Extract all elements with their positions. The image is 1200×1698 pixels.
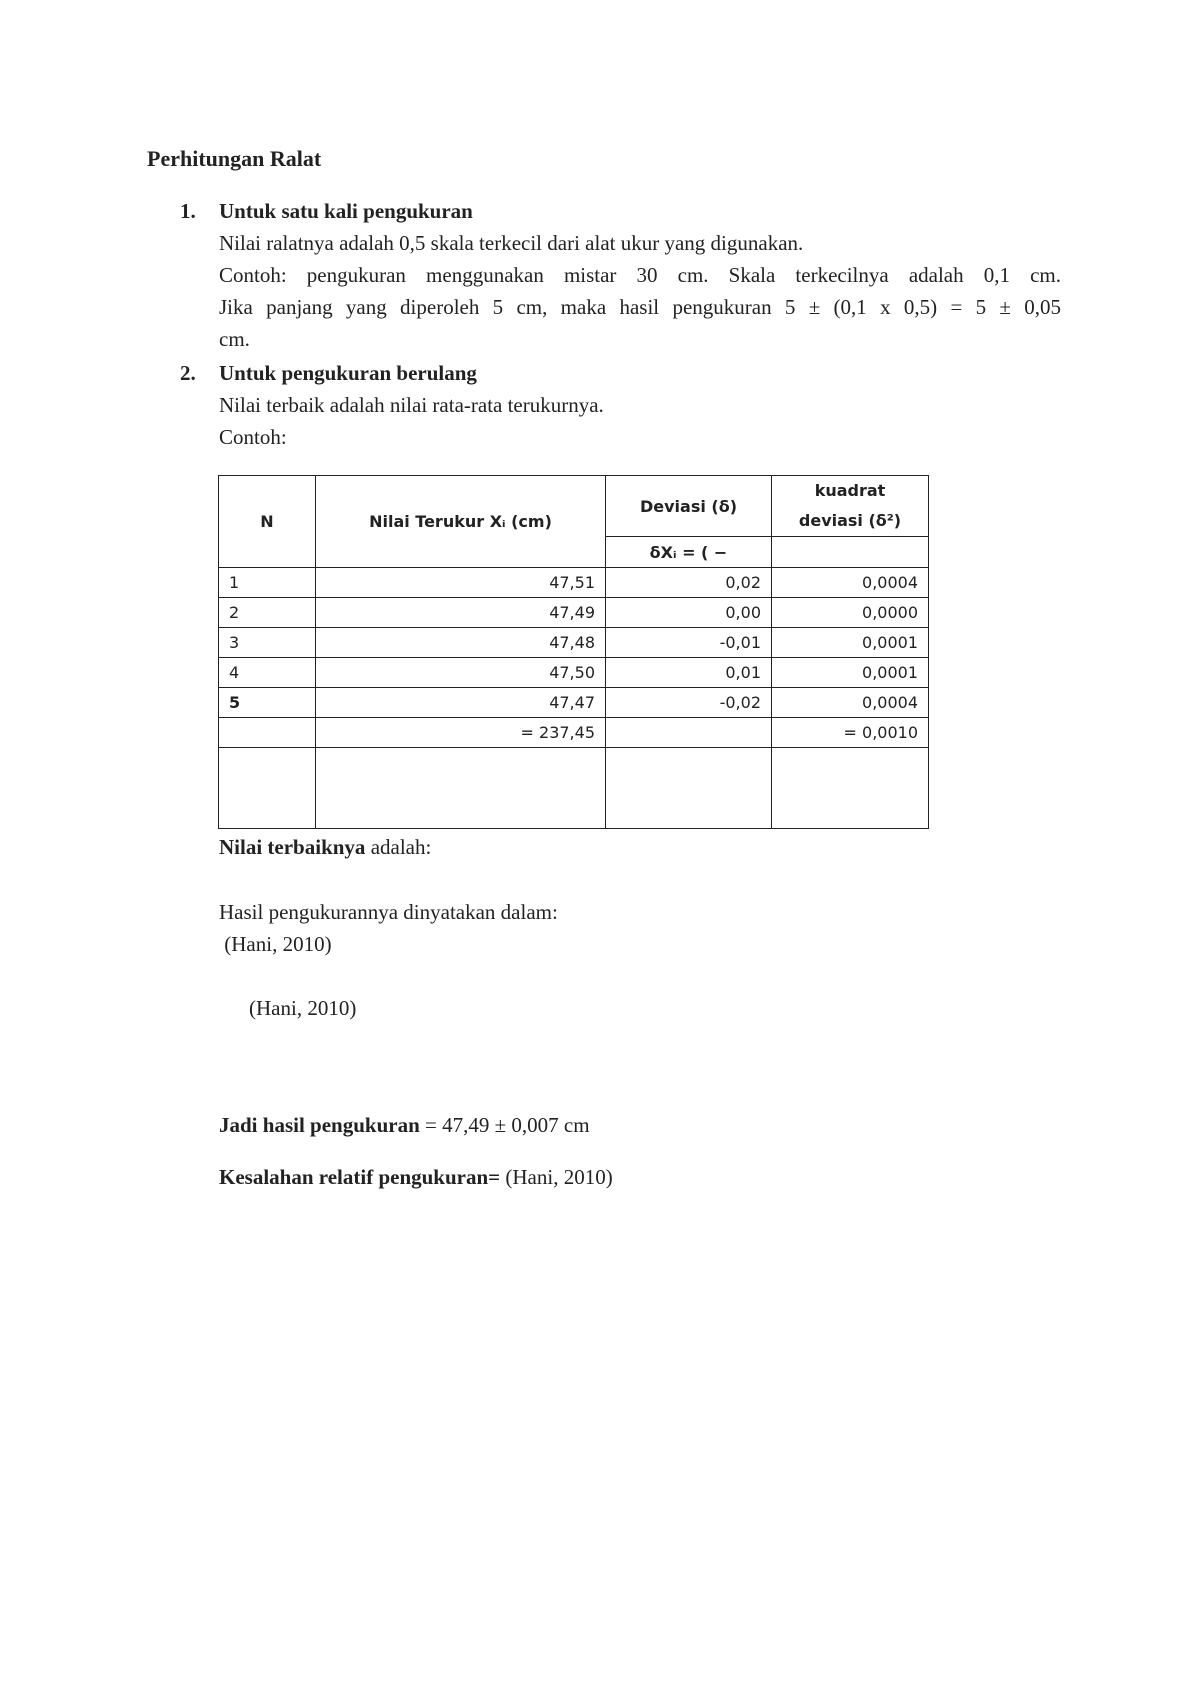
citation-2: (Hani, 2010)	[249, 996, 357, 1020]
sum-empty-deviasi	[606, 718, 772, 748]
blank-cell	[606, 748, 772, 829]
cell-deviasi: 0,00	[606, 598, 772, 628]
final-result-line	[219, 1113, 590, 1138]
header-deviasi: Deviasi (δ)	[606, 476, 772, 537]
cell-n: 5	[219, 688, 316, 718]
result-statement: Hasil pengukurannya dinyatakan dalam:	[219, 900, 558, 924]
relative-error-line	[219, 1165, 613, 1190]
sum-kuadrat: = 0,0010	[772, 718, 929, 748]
cell-x: 47,50	[316, 658, 606, 688]
cell-kuadrat: 0,0004	[772, 688, 929, 718]
table-row	[219, 568, 929, 598]
header-kuadrat-line-2: deviasi (δ²)	[798, 511, 902, 530]
cell-kuadrat: 0,0004	[772, 568, 929, 598]
cell-deviasi: -0,01	[606, 628, 772, 658]
header-deviasi-formula: δXᵢ = ( −	[606, 537, 772, 568]
cell-x: 47,47	[316, 688, 606, 718]
sum-empty-n	[219, 718, 316, 748]
cell-x: 47,48	[316, 628, 606, 658]
section-1-line-4: cm.	[219, 327, 250, 351]
section-2-line-2: Contoh:	[219, 425, 287, 449]
best-value-rest: adalah:	[365, 835, 432, 859]
best-value-line	[219, 835, 431, 860]
sum-x: = 237,45	[316, 718, 606, 748]
section-2-number: 2.	[180, 361, 196, 385]
cell-kuadrat: 0,0001	[772, 628, 929, 658]
table-row	[219, 688, 929, 718]
relative-error-label: Kesalahan relatif pengukuran=	[219, 1165, 501, 1189]
cell-n: 3	[219, 628, 316, 658]
relative-error-value: (Hani, 2010)	[500, 1165, 613, 1189]
cell-kuadrat: 0,0000	[772, 598, 929, 628]
cell-n: 1	[219, 568, 316, 598]
final-result-value: = 47,49 ± 0,007 cm	[419, 1113, 590, 1137]
section-1-heading: Untuk satu kali pengukuran	[219, 199, 473, 223]
cell-n: 2	[219, 598, 316, 628]
table-row	[219, 598, 929, 628]
section-2-line-1: Nilai terbaik adalah nilai rata-rata terukurnya.	[219, 393, 604, 417]
cell-kuadrat: 0,0001	[772, 658, 929, 688]
table-row	[219, 628, 929, 658]
section-1-line-2: Contoh: pengukuran menggunakan mistar 30 cm. Skala terkecilnya adalah 0,1 cm.	[219, 263, 1061, 287]
measurement-table	[218, 475, 929, 829]
blank-cell	[772, 748, 929, 829]
header-empty-cell	[772, 537, 929, 568]
header-nilai-terukur: Nilai Terukur Xᵢ (cm)	[316, 476, 606, 568]
cell-deviasi: -0,02	[606, 688, 772, 718]
section-1-line-1: Nilai ralatnya adalah 0,5 skala terkecil dari alat ukur yang digunakan.	[219, 231, 804, 255]
section-2-heading: Untuk pengukuran berulang	[219, 361, 477, 385]
table-row	[219, 658, 929, 688]
cell-x: 47,49	[316, 598, 606, 628]
blank-row	[219, 748, 929, 829]
final-result-label: Jadi hasil pengukuran	[219, 1113, 420, 1137]
cell-x: 47,51	[316, 568, 606, 598]
header-kuadrat-deviasi	[772, 476, 929, 537]
section-1-number: 1.	[180, 199, 196, 223]
citation-1: (Hani, 2010)	[219, 932, 332, 956]
blank-cell	[316, 748, 606, 829]
header-kuadrat-line-1: kuadrat	[814, 481, 886, 500]
cell-deviasi: 0,02	[606, 568, 772, 598]
header-n: N	[219, 476, 316, 568]
sum-row	[219, 718, 929, 748]
page-title: Perhitungan Ralat	[147, 146, 322, 171]
best-value-label: Nilai terbaiknya	[219, 835, 366, 859]
cell-n: 4	[219, 658, 316, 688]
cell-deviasi: 0,01	[606, 658, 772, 688]
section-1-line-3: Jika panjang yang diperoleh 5 cm, maka hasil pengukuran 5 ± (0,1 x 0,5) = 5 ± 0,05	[219, 295, 1061, 319]
blank-cell	[219, 748, 316, 829]
